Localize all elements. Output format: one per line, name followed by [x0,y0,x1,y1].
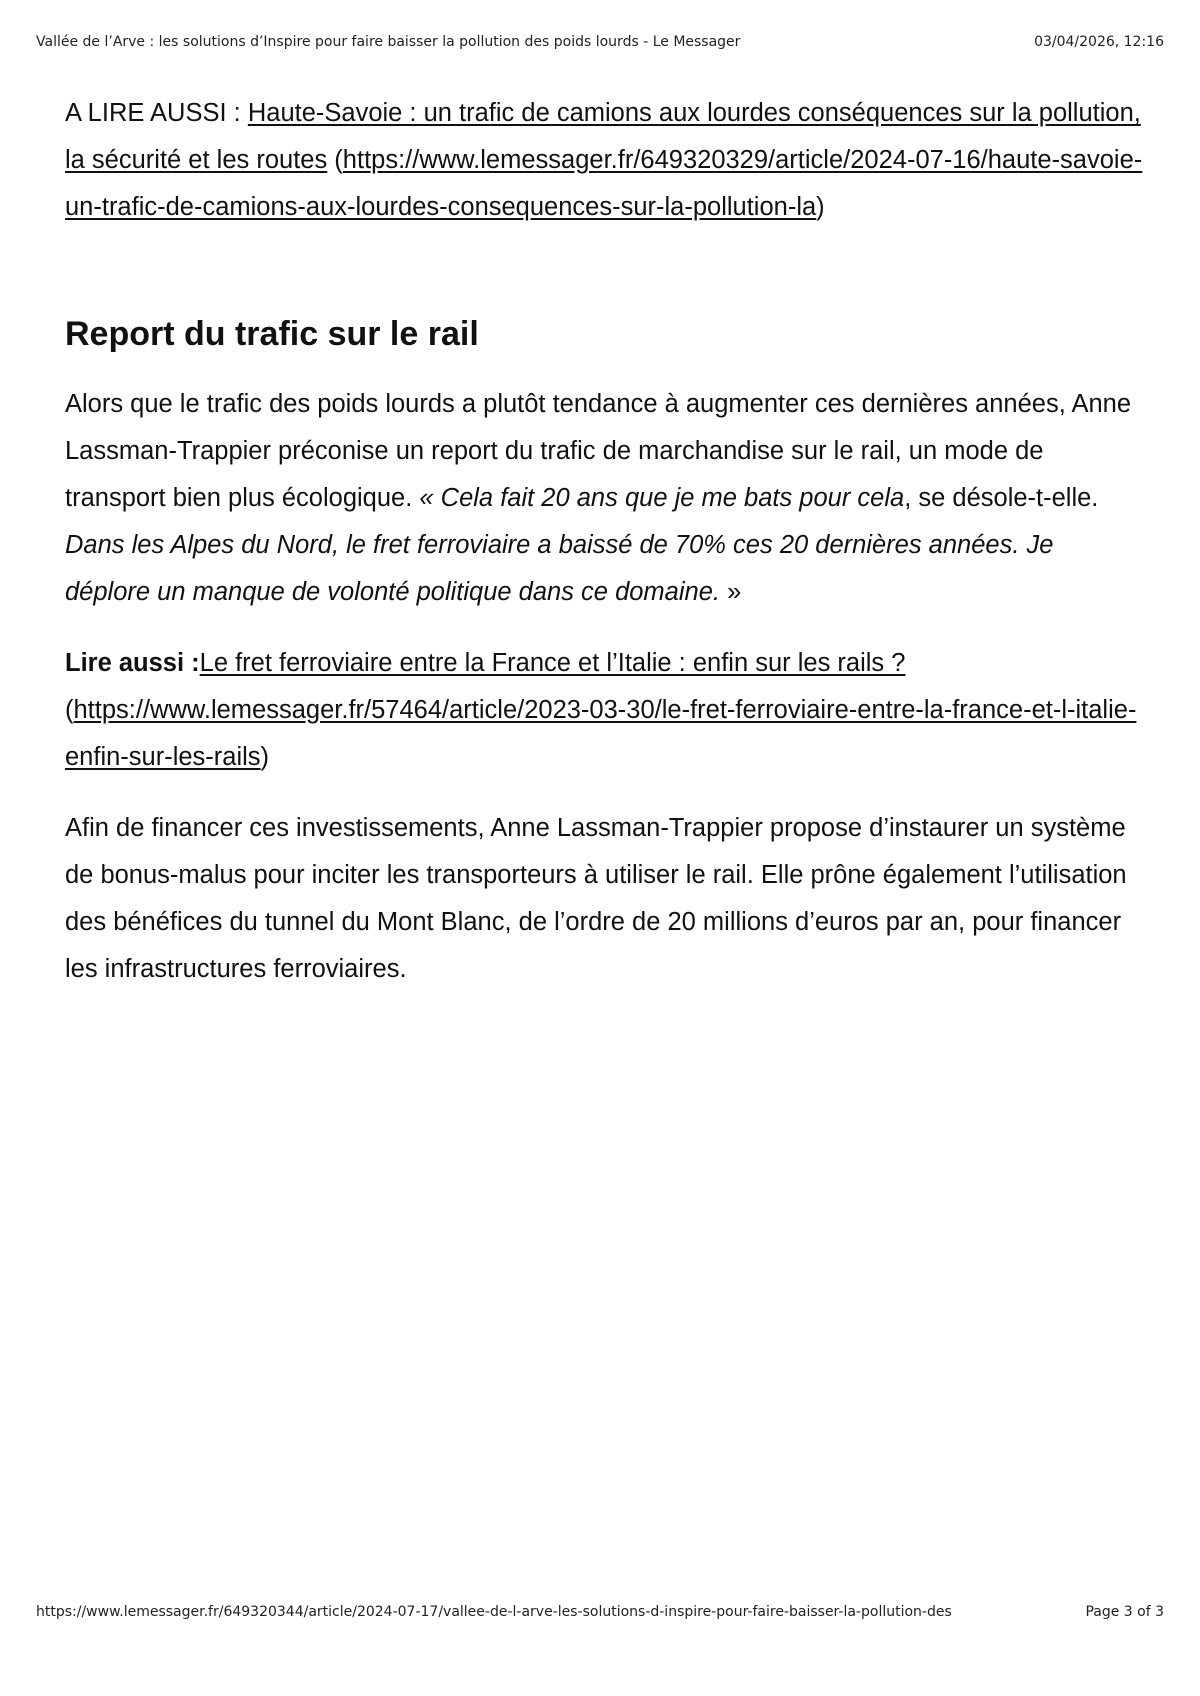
read-also-link-2[interactable]: Le fret ferroviaire entre la France et l’Italie : enfin sur les rails ? [199,649,906,677]
paragraph-rail-text-1: Alors que le trafic des poids lourds a plutôt tendance à augmenter ces dernières années, Anne Lassman-Trappier préconise un report du trafic de marchandise sur le rail, un mode de transport bien plus écologique. [65,390,1132,512]
read-also-link-1[interactable]: Haute-Savoie : un trafic de camions aux lourdes conséquences sur la pollution, la sécurité et les routes [65,99,1141,174]
section-heading: Report du trafic sur le rail [65,315,479,353]
article-body [65,90,1145,993]
read-also-block-2 [65,640,1145,781]
print-footer-page: Page 3 of 3 [1085,1604,1164,1620]
read-also-prefix-1: A LIRE AUSSI : [65,99,248,127]
read-also-close-paren-2: ) [260,743,270,771]
paragraph-rail [65,381,1145,616]
read-also-block-1 [65,90,1145,231]
paragraph-rail-text-2: , se désole-t-elle. [904,484,1099,512]
read-also-open-paren-1: ( [327,146,343,174]
print-header-title: Vallée de l’Arve : les solutions d’Inspire pour faire baisser la pollution des poids lourds - Le Messager [36,34,741,50]
read-also-open-paren-2: ( [65,696,74,724]
paragraph-rail-text-3: » [719,578,742,606]
paragraph-rail-quote-2: Dans les Alpes du Nord, le fret ferroviaire a baissé de 70% ces 20 dernières années. Je déplore un manque de volonté politique dans ce domaine. [65,531,1054,606]
read-also-close-paren-1: ) [816,193,825,221]
paragraph-rail-quote-1: « Cela fait 20 ans que je me bats pour cela [419,484,905,512]
read-also-url-2[interactable]: https://www.lemessager.fr/57464/article/2023-03-30/le-fret-ferroviaire-entre-la-france-et-l-italie-enfin-sur-les-rails [65,696,1137,771]
read-also-prefix-2: Lire aussi : [65,649,200,677]
print-footer [36,1604,1164,1620]
read-also-url-1[interactable]: https://www.lemessager.fr/649320329/article/2024-07-16/haute-savoie-un-trafic-de-camions-aux-lourdes-consequences-sur-la-pollution-la [65,146,1143,221]
print-header [36,34,1164,50]
print-header-datetime: 03/04/2026, 12:16 [1034,34,1164,50]
paragraph-financing: Afin de financer ces investissements, Anne Lassman-Trappier propose d’instaurer un système de bonus-malus pour inciter les transporteurs à utiliser le rail. Elle prône également l’utilisation des bénéfices du tunnel du Mont Blanc, de l’ordre de 20 millions d’euros par an, pour financer les infrastructures ferroviaires. [65,814,1127,983]
print-footer-url: https://www.lemessager.fr/649320344/article/2024-07-17/vallee-de-l-arve-les-solutions-d-inspire-pour-faire-baisser-la-pollution-des [36,1604,952,1620]
